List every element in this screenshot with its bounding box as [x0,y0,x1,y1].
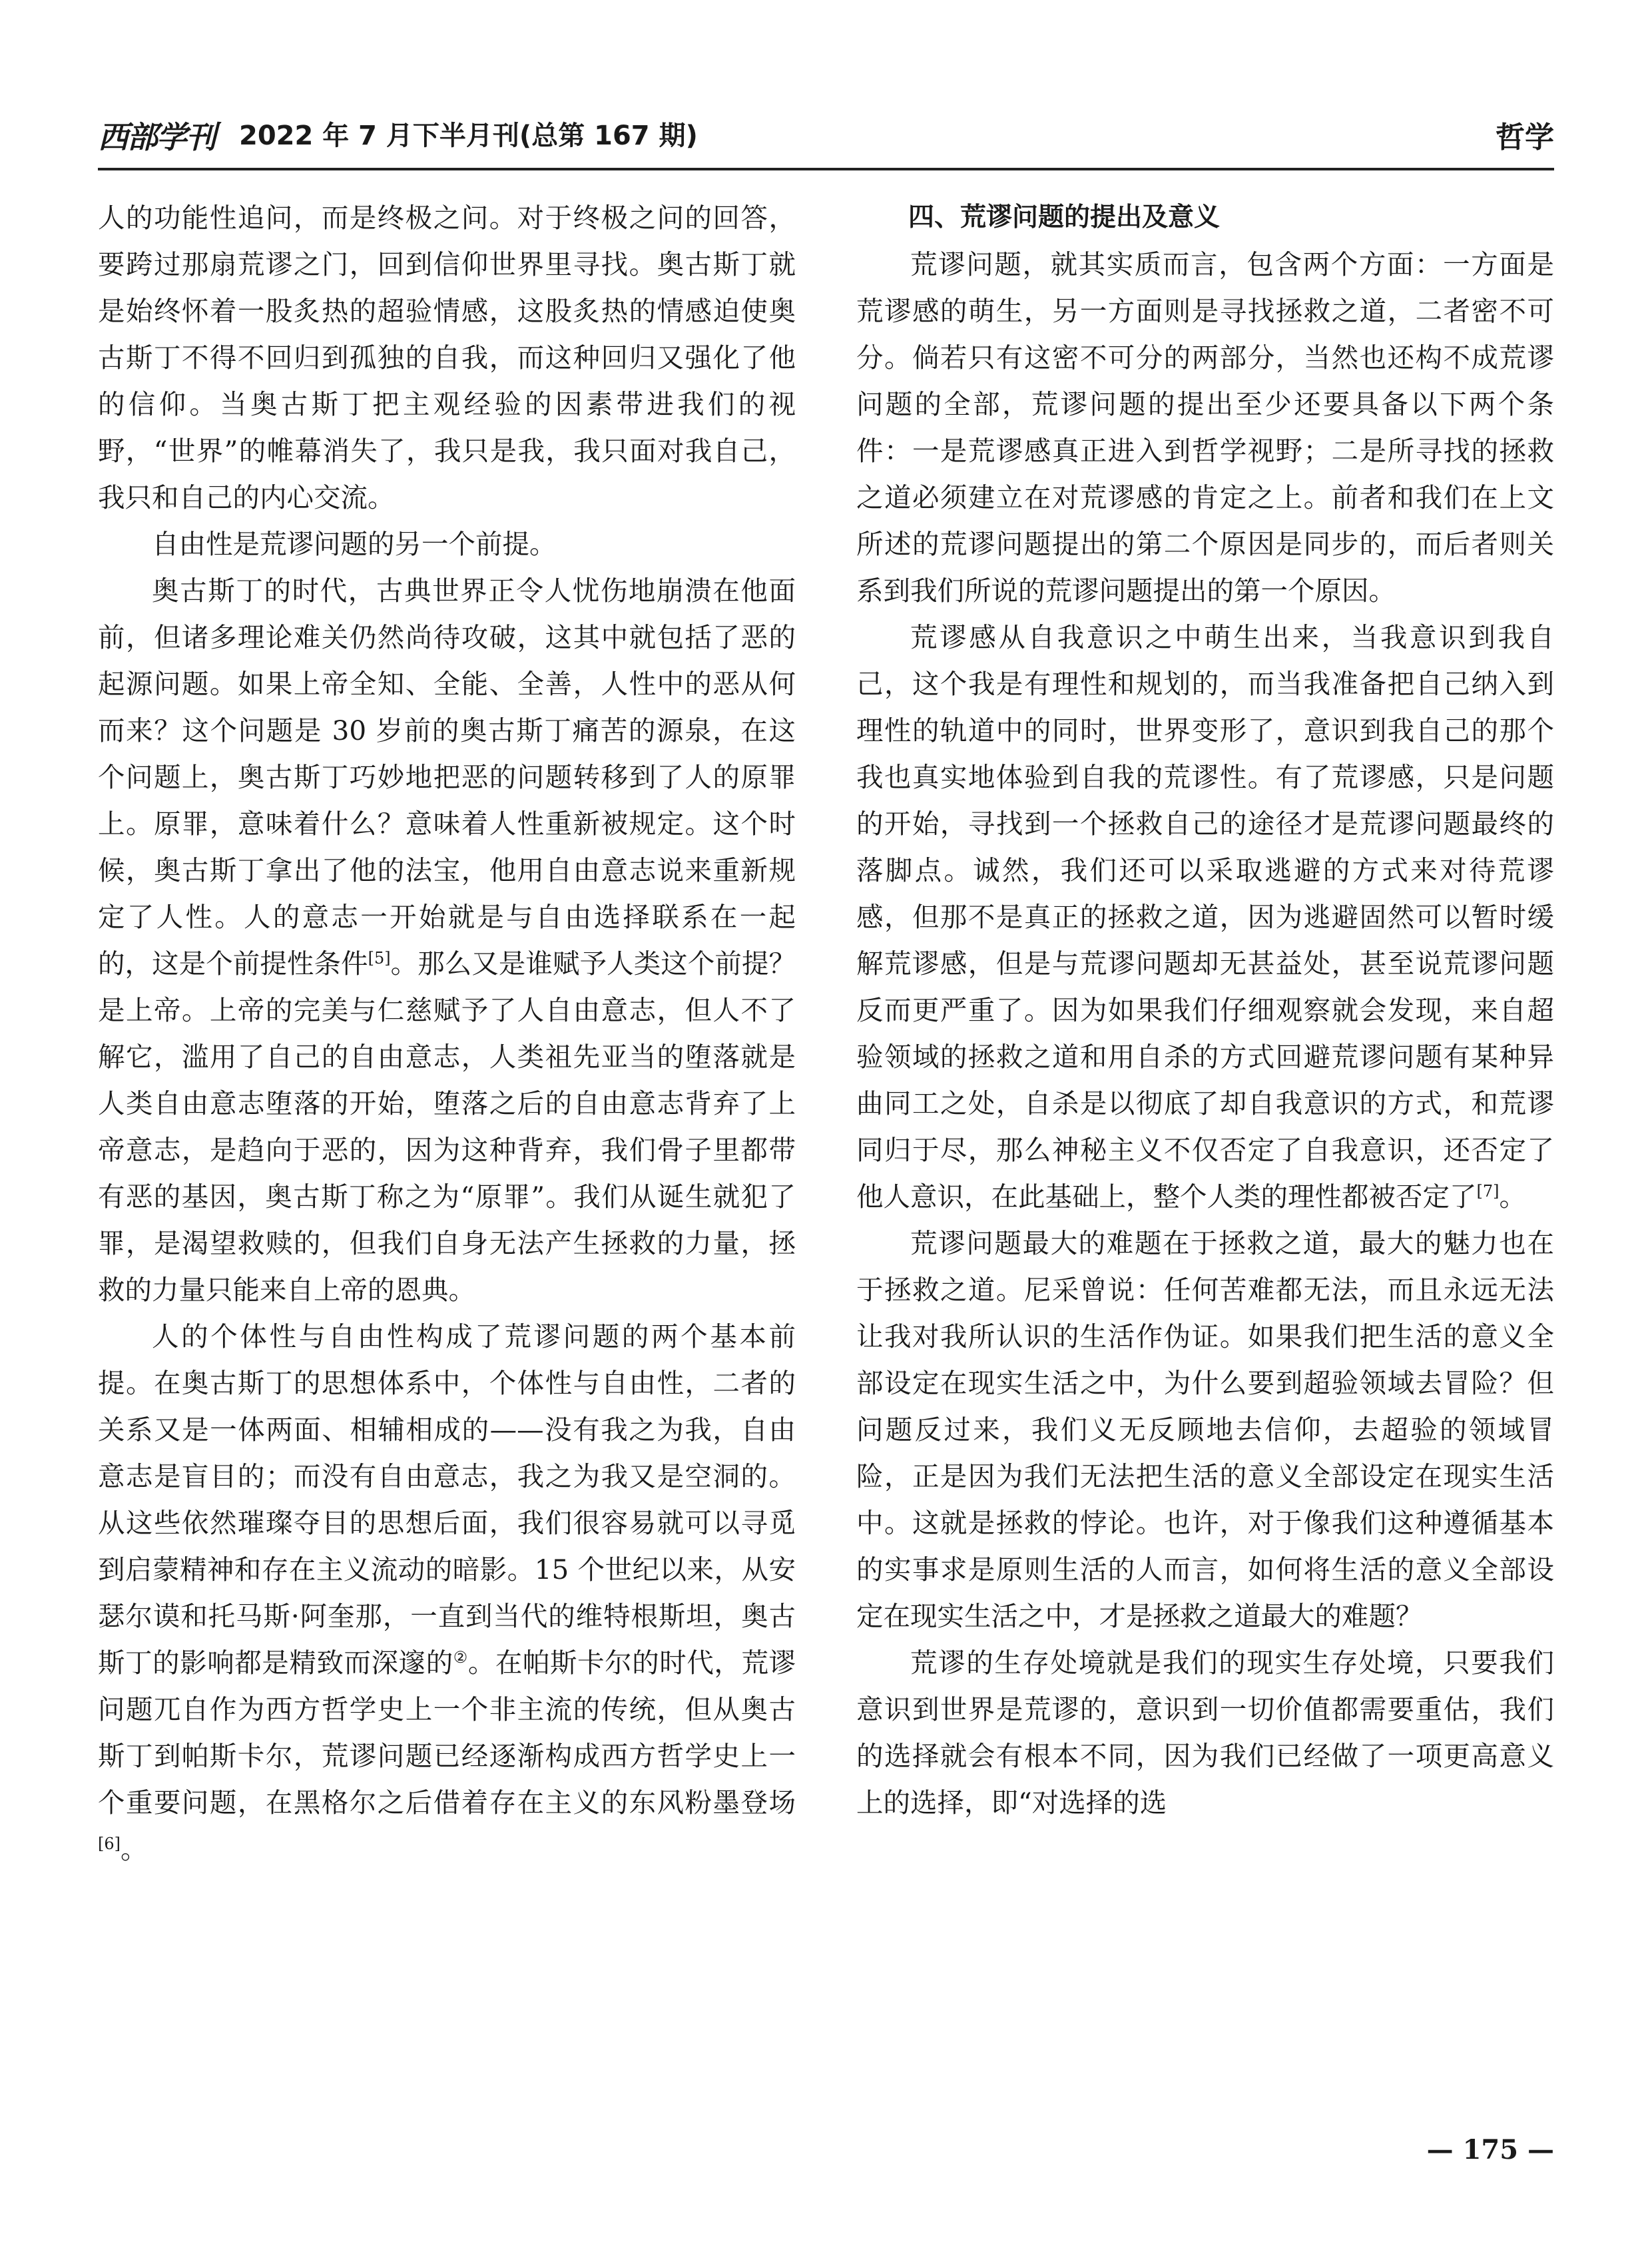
paragraph: 荒谬的生存处境就是我们的现实生存处境，只要我们意识到世界是荒谬的，意识到一切价值都需要重估，我们的选择就会有根本不同，因为我们已经做了一项更高意义上的选择，即“对选择的选 [856,1647,1554,1819]
header-rule [98,168,1554,170]
citation: [5] [368,949,391,968]
paragraph: 奥古斯丁的时代，古典世界正令人忧伤地崩溃在他面前，但诸多理论难关仍然尚待攻破，这其中就包括了恶的起源问题。如果上帝全知、全能、全善，人性中的恶从何而来？这个问题是 30 岁前的奥古斯丁痛苦的源泉，在这个问题上，奥古斯丁巧妙地把恶的问题转移到了人的原罪上。原罪，意味着什么？意味着人性重新被规定。这个时候，奥古斯丁拿出了他的法宝，他用自由意志说来重新规定了人性。人的意志一开始就是与自由选择联系在一起的，这是个前提性条件[5]。那么又是谁赋予人类这个前提？是上帝。上帝的完美与仁慈赋予了人自由意志，但人不了解它，滥用了自己的自由意志，人类祖先亚当的堕落就是人类自由意志堕落的开始，堕落之后的自由意志背弃了上帝意志，是趋向于恶的，因为这种背弃，我们骨子里都带有恶的基因，奥古斯丁称之为“原罪”。我们从诞生就犯了罪，是渴望救赎的，但我们自身无法产生拯救的力量，拯救的力量只能来自上帝的恩典。 [98,575,796,1306]
left-column [98,194,796,1872]
paragraph: 荒谬问题最大的难题在于拯救之道，最大的魅力也在于拯救之道。尼采曾说：任何苦难都无法，而且永远无法让我对我所认识的生活作伪证。如果我们把生活的意义全部设定在现实生活之中，为什么要到超验领域去冒险？但问题反过来，我们义无反顾地去信仰，去超验的领域冒险，正是因为我们无法把生活的意义全部设定在现实生活中。这就是拯救的悖论。也许，对于像我们这种遵循基本的实事求是原则生活的人而言，如何将生活的意义全部设定在现实生活之中，才是拯救之道最大的难题？ [856,1227,1554,1632]
journal-logo: 西部学刊 [98,119,215,155]
running-header [98,112,1554,162]
paragraph: 人的个体性与自由性构成了荒谬问题的两个基本前提。在奥古斯丁的思想体系中，个体性与自由性，二者的关系又是一体两面、相辅相成的——没有我之为我，自由意志是盲目的；而没有自由意志，我之为我又是空洞的。从这些依然璀璨夺目的思想后面，我们很容易就可以寻觅到启蒙精神和存在主义流动的暗影。15 个世纪以来，从安瑟尔谟和托马斯·阿奎那，一直到当代的维特根斯坦，奥古斯丁的影响都是精致而深邃的②。在帕斯卡尔的时代，荒谬问题兀自作为西方哲学史上一个非主流的传统，但从奥古斯丁到帕斯卡尔，荒谬问题已经逐渐构成西方哲学史上一个重要问题，在黑格尔之后借着存在主义的东风粉墨登场[6]。 [98,1320,796,1865]
citation: [7] [1476,1182,1500,1201]
right-column [856,194,1554,1826]
paragraph: 荒谬问题，就其实质而言，包含两个方面：一方面是荒谬感的萌生，另一方面则是寻找拯救之道，二者密不可分。倘若只有这密不可分的两部分，当然也还构不成荒谬问题的全部，荒谬问题的提出至少还要具备以下两个条件：一是荒谬感真正进入到哲学视野；二是所寻找的拯救之道必须建立在对荒谬感的肯定之上。前者和我们在上文所述的荒谬问题提出的第二个原因是同步的，而后者则关系到我们所说的荒谬问题提出的第一个原因。 [856,248,1554,607]
section-heading: 四、荒谬问题的提出及意义 [908,202,1221,232]
page-number: — 175 — [1426,2134,1554,2165]
section-label: 哲学 [1496,121,1554,154]
footnote-mark: ② [453,1648,468,1667]
paragraph: 荒谬感从自我意识之中萌生出来，当我意识到我自己，这个我是有理性和规划的，而当我准备把自己纳入到理性的轨道中的同时，世界变形了，意识到我自己的那个我也真实地体验到自我的荒谬性。有了荒谬感，只是问题的开始，寻找到一个拯救自己的途径才是荒谬问题最终的落脚点。诚然，我们还可以采取逃避的方式来对待荒谬感，但那不是真正的拯救之道，因为逃避固然可以暂时缓解荒谬感，但是与荒谬问题却无甚益处，甚至说荒谬问题反而更严重了。因为如果我们仔细观察就会发现，来自超验领域的拯救之道和用自杀的方式回避荒谬问题有某种异曲同工之处，自杀是以彻底了却自我意识的方式，和荒谬同归于尽，那么神秘主义不仅否定了自我意识，还否定了他人意识，在此基础上，整个人类的理性都被否定了[7]。 [856,621,1554,1213]
paragraph: 自由性是荒谬问题的另一个前提。 [152,528,557,560]
citation: [6] [98,1834,121,1853]
paragraph: 人的功能性追问，而是终极之问。对于终极之问的回答，要跨过那扇荒谬之门，回到信仰世界里寻找。奥古斯丁就是始终怀着一股炙热的超验情感，这股炙热的情感迫使奥古斯丁不得不回归到孤独的自我，而这种回归又强化了他的信仰。当奥古斯丁把主观经验的因素带进我们的视野，“世界”的帷幕消失了，我只是我，我只面对我自己，我只和自己的内心交流。 [98,202,796,513]
issue-info: 2022 年 7 月下半月刊(总第 167 期) [239,121,698,151]
